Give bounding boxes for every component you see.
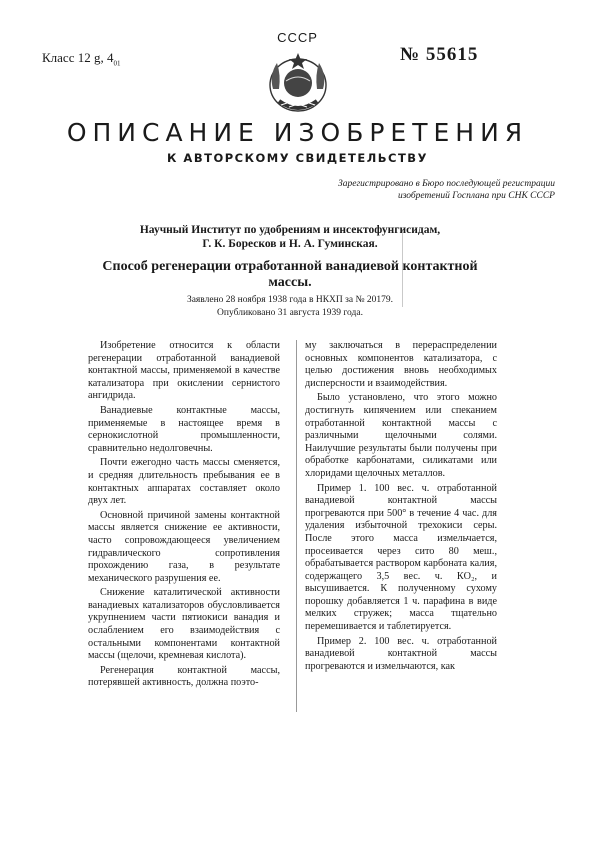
paragraph: му заключаться в перераспределении основных компонентов катализатора, с целью достижения вновь необходимых дисперсности и взаимодействия.	[305, 340, 497, 389]
patent-class-label: Класс 12 g, 4	[42, 50, 114, 65]
filed-date: Заявлено 28 ноября 1938 года в НКХП за № 20179.	[186, 295, 394, 305]
registration-line: изобретений Госплана при СНК СССР	[397, 191, 555, 201]
country-label: СССР	[277, 30, 318, 45]
state-emblem-icon	[259, 45, 337, 119]
invention-title-line: Способ регенерации отработанной ванадиевой контактной	[102, 259, 478, 274]
registration-note	[230, 178, 555, 202]
paragraph: Изобретение относится к области регенерации отработанной ванадиевой контактной массы, применяемой в качестве катализатора при окислении сернистого ангидрида.	[88, 340, 280, 402]
registration-line: Зарегистрировано в Бюро последующей регистрации	[338, 179, 555, 189]
patent-number: № 55615	[400, 44, 479, 65]
invention-title-line: массы.	[268, 275, 312, 290]
paragraph: Почти ежегодно часть массы сменяется, и средняя длительность пребывания ее в контактных аппаратах составляет около двух лет.	[88, 457, 280, 507]
paragraph: Основной причиной замены контактной массы является снижение ее активности, часто сопровождающееся увеличением гидравлического сопротивления прохождению газа, в результате механического разрушения ее.	[88, 509, 280, 584]
library-stamp	[402, 229, 494, 307]
paragraph: Ванадиевые контактные массы, применяемые в настоящее время в сернокислотной промышленности, сравнительно недолговечны.	[88, 404, 280, 454]
text-column-left	[88, 340, 280, 692]
patent-class-sub: 01	[113, 59, 121, 68]
authors-line: Научный Институт по удобрениям и инсектофунгисидам,	[139, 224, 441, 236]
patent-class	[42, 50, 120, 68]
document-subtitle: К АВТОРСКОМУ СВИДЕТЕЛЬСТВУ	[167, 151, 428, 165]
paragraph: Было установлено, что этого можно достигнуть кипячением или спеканием отработанной контактной массы с различными щелочными солями. Наилучшие результаты были получены при обработке карбонатами, силикатами или хлоридами щелочных металлов.	[305, 392, 497, 479]
document-title: ОПИСАНИЕ ИЗОБРЕТЕНИЯ	[66, 118, 529, 147]
paragraph: Снижение каталитической активности ванадиевых катализаторов обусловливается укрупнением части пятиокиси ванадия и ослаблением его взаимодействия с остальными компонентами контактной массы (щелочи, кремневая кислота).	[88, 587, 280, 662]
text-column-right	[305, 340, 497, 675]
paragraph: Пример 1. 100 вес. ч. отработанной ванадиевой контактной массы прогреваются при 500° в течение 4 час. для удаления избыточной трехокиси серы. После этого масса измельчается, просеивается через сито 80 меш., обрабатывается раствором карбоната калия, содержащего 3,5 вес. ч. КO₂, и высушивается. К полученному сухому порошку добавляется 1 ч. парафина в виде мелких стружек; масса тщательно перемешивается и таблетируется.	[305, 482, 497, 633]
published-date: Опубликовано 31 августа 1939 года.	[217, 308, 363, 318]
paragraph: Пример 2. 100 вес. ч. отработанной ванадиевой контактной массы прогреваются и измельчаются, как	[305, 635, 497, 672]
paragraph: Регенерация контактной массы, потерявшей активность, должна поэто-	[88, 664, 280, 689]
authors-line: Г. К. Боресков и Н. А. Гуминская.	[202, 238, 378, 250]
column-divider	[296, 340, 297, 712]
